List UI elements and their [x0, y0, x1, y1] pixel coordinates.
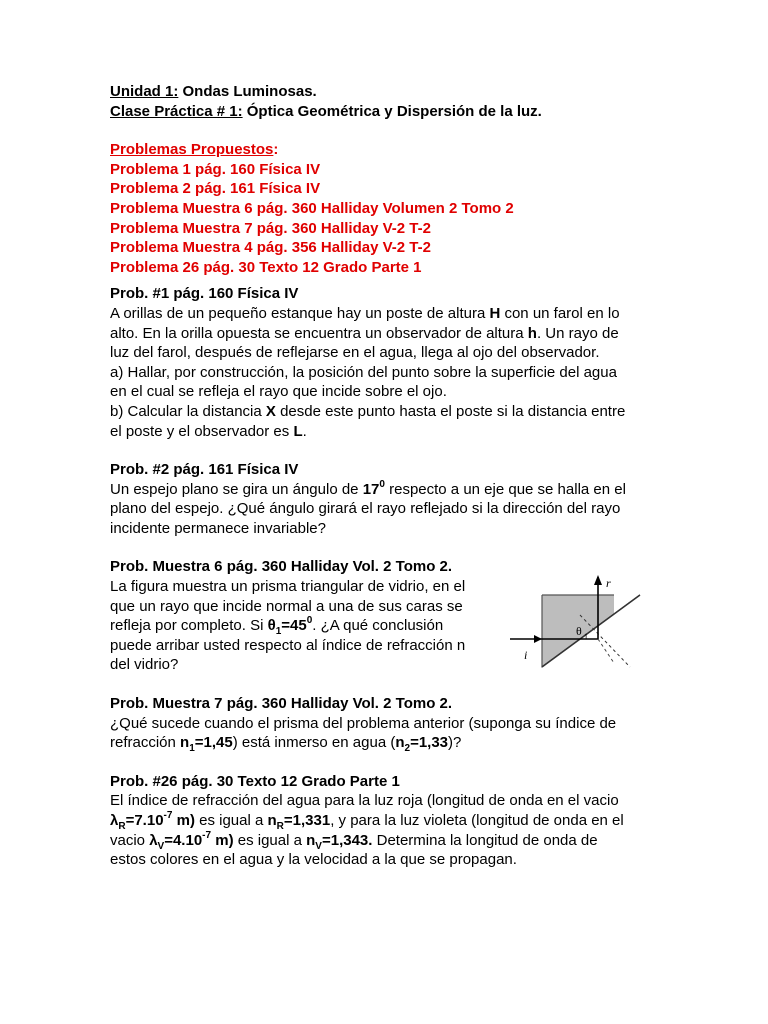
p26-line: El índice de refracción del agua para la luz roja (longitud de onda en el vacio [110, 792, 619, 810]
p6-line: puede arribar usted respecto al índice de refracción n [110, 636, 466, 654]
class-title: Óptica Geométrica y Dispersión de la luz. [242, 102, 542, 120]
reflected-arrow [594, 575, 602, 585]
problem-2-body [110, 480, 658, 539]
p6-line: refleja por completo. Si $\theta_1=45^0$. ¿A qué conclusión [110, 615, 444, 638]
p6-line: del vidrio? [110, 656, 179, 674]
proposed-heading-text: Problemas Propuestos [110, 141, 274, 159]
unit-heading [110, 82, 658, 102]
proposed-heading [110, 140, 658, 160]
problem-2-title: Prob. #2 pág. 161 Física IV [110, 461, 299, 479]
unit-label: Unidad 1: [110, 83, 179, 100]
p7-line: ¿Qué sucede cuando el prisma del problema anterior (suponga su índice de [110, 714, 617, 732]
proposed-item: Problema 2 pág. 161 Física IV [110, 180, 321, 198]
prism-diagram [510, 573, 656, 689]
p6-line: La figura muestra un prisma triangular de vidrio, en el [110, 578, 466, 596]
p1-line: en el cual se refleja el rayo que incide sobre el ojo. [110, 383, 447, 401]
label-theta-sub: 1 [584, 632, 588, 642]
p2-line: Un espejo plano se gira un ángulo de $17^0$ respecto a un eje que se halla en el [110, 478, 626, 498]
document-page [110, 82, 658, 870]
proposed-item: Problema Muestra 4 pág. 356 Halliday V-2 T-2 [110, 239, 431, 257]
class-heading [110, 102, 658, 122]
p26-line: vacio $\lambda_V=4.10^{-7}$ m) es igual a $n_V=1,343$. Determina la longitud de onda de [110, 829, 598, 852]
unit-title: Ondas Luminosas. [178, 83, 317, 100]
p2-line: plano del espejo. ¿Qué ángulo girará el rayo reflejado si la dirección del rayo [110, 500, 621, 518]
proposed-item: Problema 1 pág. 160 Física IV [110, 160, 321, 178]
problem-7-title: Prob. Muestra 7 pág. 360 Halliday Vol. 2 Tomo 2. [110, 695, 453, 713]
p1-line: b) Calcular la distancia X desde este punto hasta el poste si la distancia entre [110, 402, 626, 420]
p1-line: a) Hallar, por construcción, la posición del punto sobre la superficie del agua [110, 363, 617, 381]
p1-line: el poste y el observador es L. [110, 422, 307, 440]
prism-figure [510, 573, 656, 689]
class-label: Clase Práctica # 1: [110, 102, 243, 120]
proposed-item: Problema Muestra 7 pág. 360 Halliday V-2 T-2 [110, 219, 431, 237]
problem-6-body [110, 577, 658, 675]
problem-26-title: Prob. #26 pág. 30 Texto 12 Grado Parte 1 [110, 772, 400, 790]
p6-line: que un rayo que incide normal a una de sus caras se [110, 597, 463, 615]
p2-line: incidente permanece invariable? [110, 519, 326, 537]
p1-line: luz del farol, después de reflejarse en el agua, llega al ojo del observador. [110, 344, 600, 362]
p26-line: estos colores en el agua y la velocidad a la que se propagan. [110, 851, 517, 869]
label-i: i [524, 648, 528, 663]
problem-1-title: Prob. #1 pág. 160 Física IV [110, 285, 299, 303]
problem-1-body [110, 304, 658, 441]
proposed-item: Problema Muestra 6 pág. 360 Halliday Volumen 2 Tomo 2 [110, 199, 514, 217]
problem-7-body [110, 714, 658, 753]
label-theta: θ [576, 624, 582, 639]
label-r: r [606, 576, 611, 591]
p26-line: $\lambda_R=7.10^{-7}$ m) es igual a $n_R=1,331$, y para la luz violeta (longitud de onda en el [110, 810, 624, 832]
p1-line: alto. En la orilla opuesta se encuentra un observador de altura h. Un rayo de [110, 324, 619, 342]
problem-26-body [110, 791, 658, 869]
proposed-item: Problema 26 pág. 30 Texto 12 Grado Parte 1 [110, 258, 422, 276]
p1-line: A orillas de un pequeño estanque hay un poste de altura H con un farol en lo [110, 304, 620, 322]
p7-line: refracción $n_1=1,45$) está inmerso en agua $(n_2=1,33)$? [110, 734, 462, 755]
proposed-heading-colon: : [273, 141, 279, 159]
incident-arrow [534, 635, 542, 643]
problem-6-title: Prob. Muestra 6 pág. 360 Halliday Vol. 2 Tomo 2. [110, 558, 453, 576]
